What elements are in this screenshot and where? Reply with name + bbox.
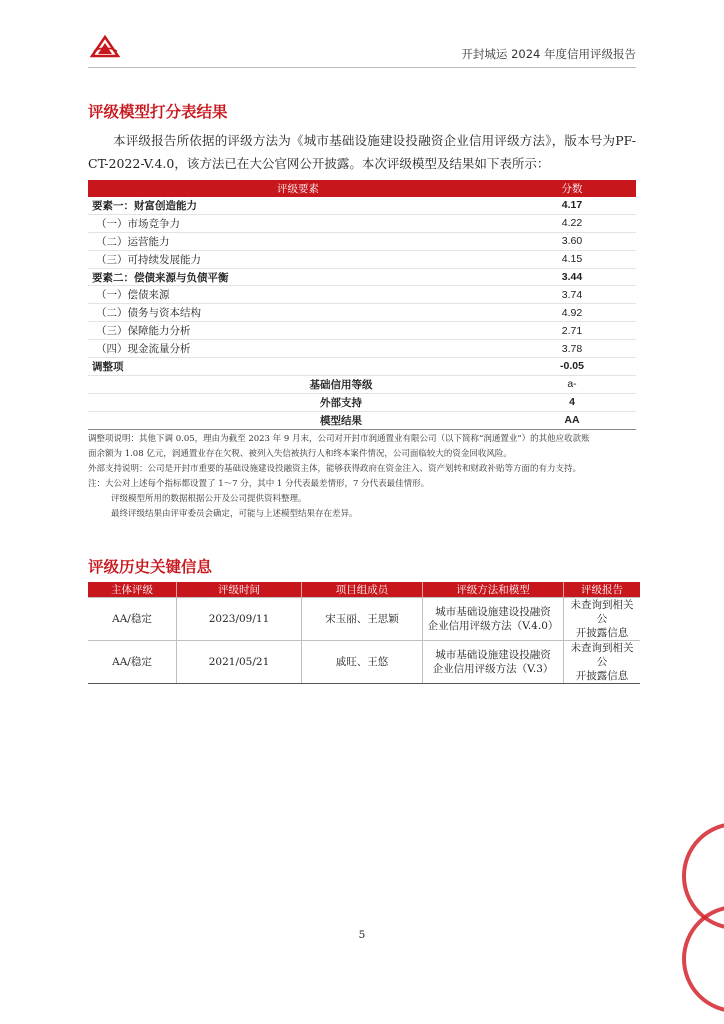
factor-label: （二）运营能力	[88, 232, 508, 250]
external-support-note: 外部支持说明：公司是开封市重要的基础设施建设投融资主体，能够获得政府在资金注入、资产划转和财政补贴等方面的有力支持。	[88, 464, 582, 474]
table-row	[88, 641, 640, 684]
page-number: 5	[358, 929, 366, 941]
red-seal-stamp-icon	[682, 905, 724, 1013]
table-row	[88, 286, 636, 304]
table-row	[88, 375, 636, 393]
rating-model-score-table	[88, 180, 636, 430]
rating-method-line-2: 企业信用评级方法（V.4.0）	[427, 620, 559, 632]
rating-method	[423, 598, 564, 641]
rating-report-line-2: 开披露信息	[575, 670, 629, 682]
factor-label: （一）市场竞争力	[88, 214, 508, 232]
team-members: 宋玉丽、王思颖	[302, 598, 423, 641]
model-result-value: AA	[508, 411, 636, 429]
factor-score: 3.74	[508, 286, 636, 304]
rating-report-line-2: 开披露信息	[575, 627, 629, 639]
factor-label: （三）保障能力分析	[88, 322, 508, 340]
factor-score: 4.22	[508, 214, 636, 232]
team-members: 戚旺、王悠	[302, 641, 423, 684]
table-row	[88, 411, 636, 429]
factor-label: （三）可持续发展能力	[88, 250, 508, 268]
factor-label: （四）现金流量分析	[88, 340, 508, 358]
intro-paragraph: 本评级报告所依据的评级方法为《城市基础设施建设投融资企业信用评级方法》，版本号为PF-CT-2022-V.4.0，该方法已在大公官网公开披露。本次评级模型及结果如下表所示：	[88, 133, 636, 171]
rating-report	[564, 598, 641, 641]
base-credit-level-label: 基础信用等级	[88, 375, 508, 393]
column-header-factor: 评级要素	[88, 180, 508, 197]
external-support-label: 外部支持	[88, 393, 508, 411]
rating-report-line-1: 未查询到相关公	[570, 599, 634, 625]
table-row	[88, 340, 636, 358]
column-header-rating-date: 评级时间	[177, 582, 302, 598]
factor-score: 3.78	[508, 340, 636, 358]
factor-label: （一）偿债来源	[88, 286, 508, 304]
table-row	[88, 250, 636, 268]
table-row	[88, 358, 636, 376]
rating-method	[423, 641, 564, 684]
final-result-note: 最终评级结果由评审委员会确定，可能与上述模型结果存在差异。	[111, 509, 358, 519]
adjustment-label: 调整项	[88, 358, 508, 376]
rating-method-line-1: 城市基础设施建设投融资	[435, 649, 551, 661]
factor-score: 3.44	[508, 268, 636, 286]
factor-score: 4.15	[508, 250, 636, 268]
column-header-method-model: 评级方法和模型	[423, 582, 564, 598]
table-row	[88, 197, 636, 214]
section-title-rating-history: 评级历史关键信息	[88, 558, 213, 576]
table-row	[88, 322, 636, 340]
factor-score: 4.17	[508, 197, 636, 214]
table-row	[88, 598, 640, 641]
table-row	[88, 232, 636, 250]
rating-report	[564, 641, 641, 684]
factor-label: （二）债务与资本结构	[88, 304, 508, 322]
scale-note: 注：大公对上述每个指标都设置了 1～7 分，其中 1 分代表最差情形，7 分代表最佳情形。	[88, 479, 430, 489]
rating-date: 2023/09/11	[177, 598, 302, 641]
rating-method-line-2: 企业信用评级方法（V.3）	[432, 663, 554, 675]
header-divider	[88, 67, 636, 68]
section-title-model-scores: 评级模型打分表结果	[88, 103, 228, 121]
report-header-title: 开封城运 2024 年度信用评级报告	[461, 47, 636, 61]
table-row	[88, 268, 636, 286]
rating-method-line-1: 城市基础设施建设投融资	[435, 606, 551, 618]
column-header-report: 评级报告	[564, 582, 641, 598]
rating-report-line-1: 未查询到相关公	[570, 642, 634, 668]
table-row	[88, 393, 636, 411]
factor-label: 要素二：偿债来源与负债平衡	[88, 268, 508, 286]
table-notes	[88, 432, 640, 522]
rating-date: 2021/05/21	[177, 641, 302, 684]
factor-score: 3.60	[508, 232, 636, 250]
column-header-team-members: 项目组成员	[302, 582, 423, 598]
rating-history-table	[88, 582, 640, 684]
issuer-rating: AA/稳定	[88, 598, 177, 641]
table-row	[88, 214, 636, 232]
issuer-rating: AA/稳定	[88, 641, 177, 684]
adjustment-note-line-2: 面余额为 1.08 亿元，润通置业存在欠税、被列入失信被执行人和终本案件情况，公司面临较大的资金回收风险。	[88, 449, 512, 459]
factor-label: 要素一：财富创造能力	[88, 197, 508, 214]
adjustment-score: -0.05	[508, 358, 636, 376]
factor-score: 2.71	[508, 322, 636, 340]
adjustment-note-line-1: 调整项说明：其他下调 0.05，理由为截至 2023 年 9 月末，公司对开封市润通置业有限公司（以下简称“润通置业”）的其他应收款账	[88, 434, 590, 444]
dagong-logo-icon	[90, 35, 120, 59]
data-source-note: 评级模型所用的数据根据公开及公司提供资料整理。	[111, 494, 307, 504]
column-header-score: 分数	[508, 180, 636, 197]
external-support-value: 4	[508, 393, 636, 411]
model-result-label: 模型结果	[88, 411, 508, 429]
factor-score: 4.92	[508, 304, 636, 322]
base-credit-level-value: a-	[508, 375, 636, 393]
table-row	[88, 304, 636, 322]
column-header-issuer-rating: 主体评级	[88, 582, 177, 598]
